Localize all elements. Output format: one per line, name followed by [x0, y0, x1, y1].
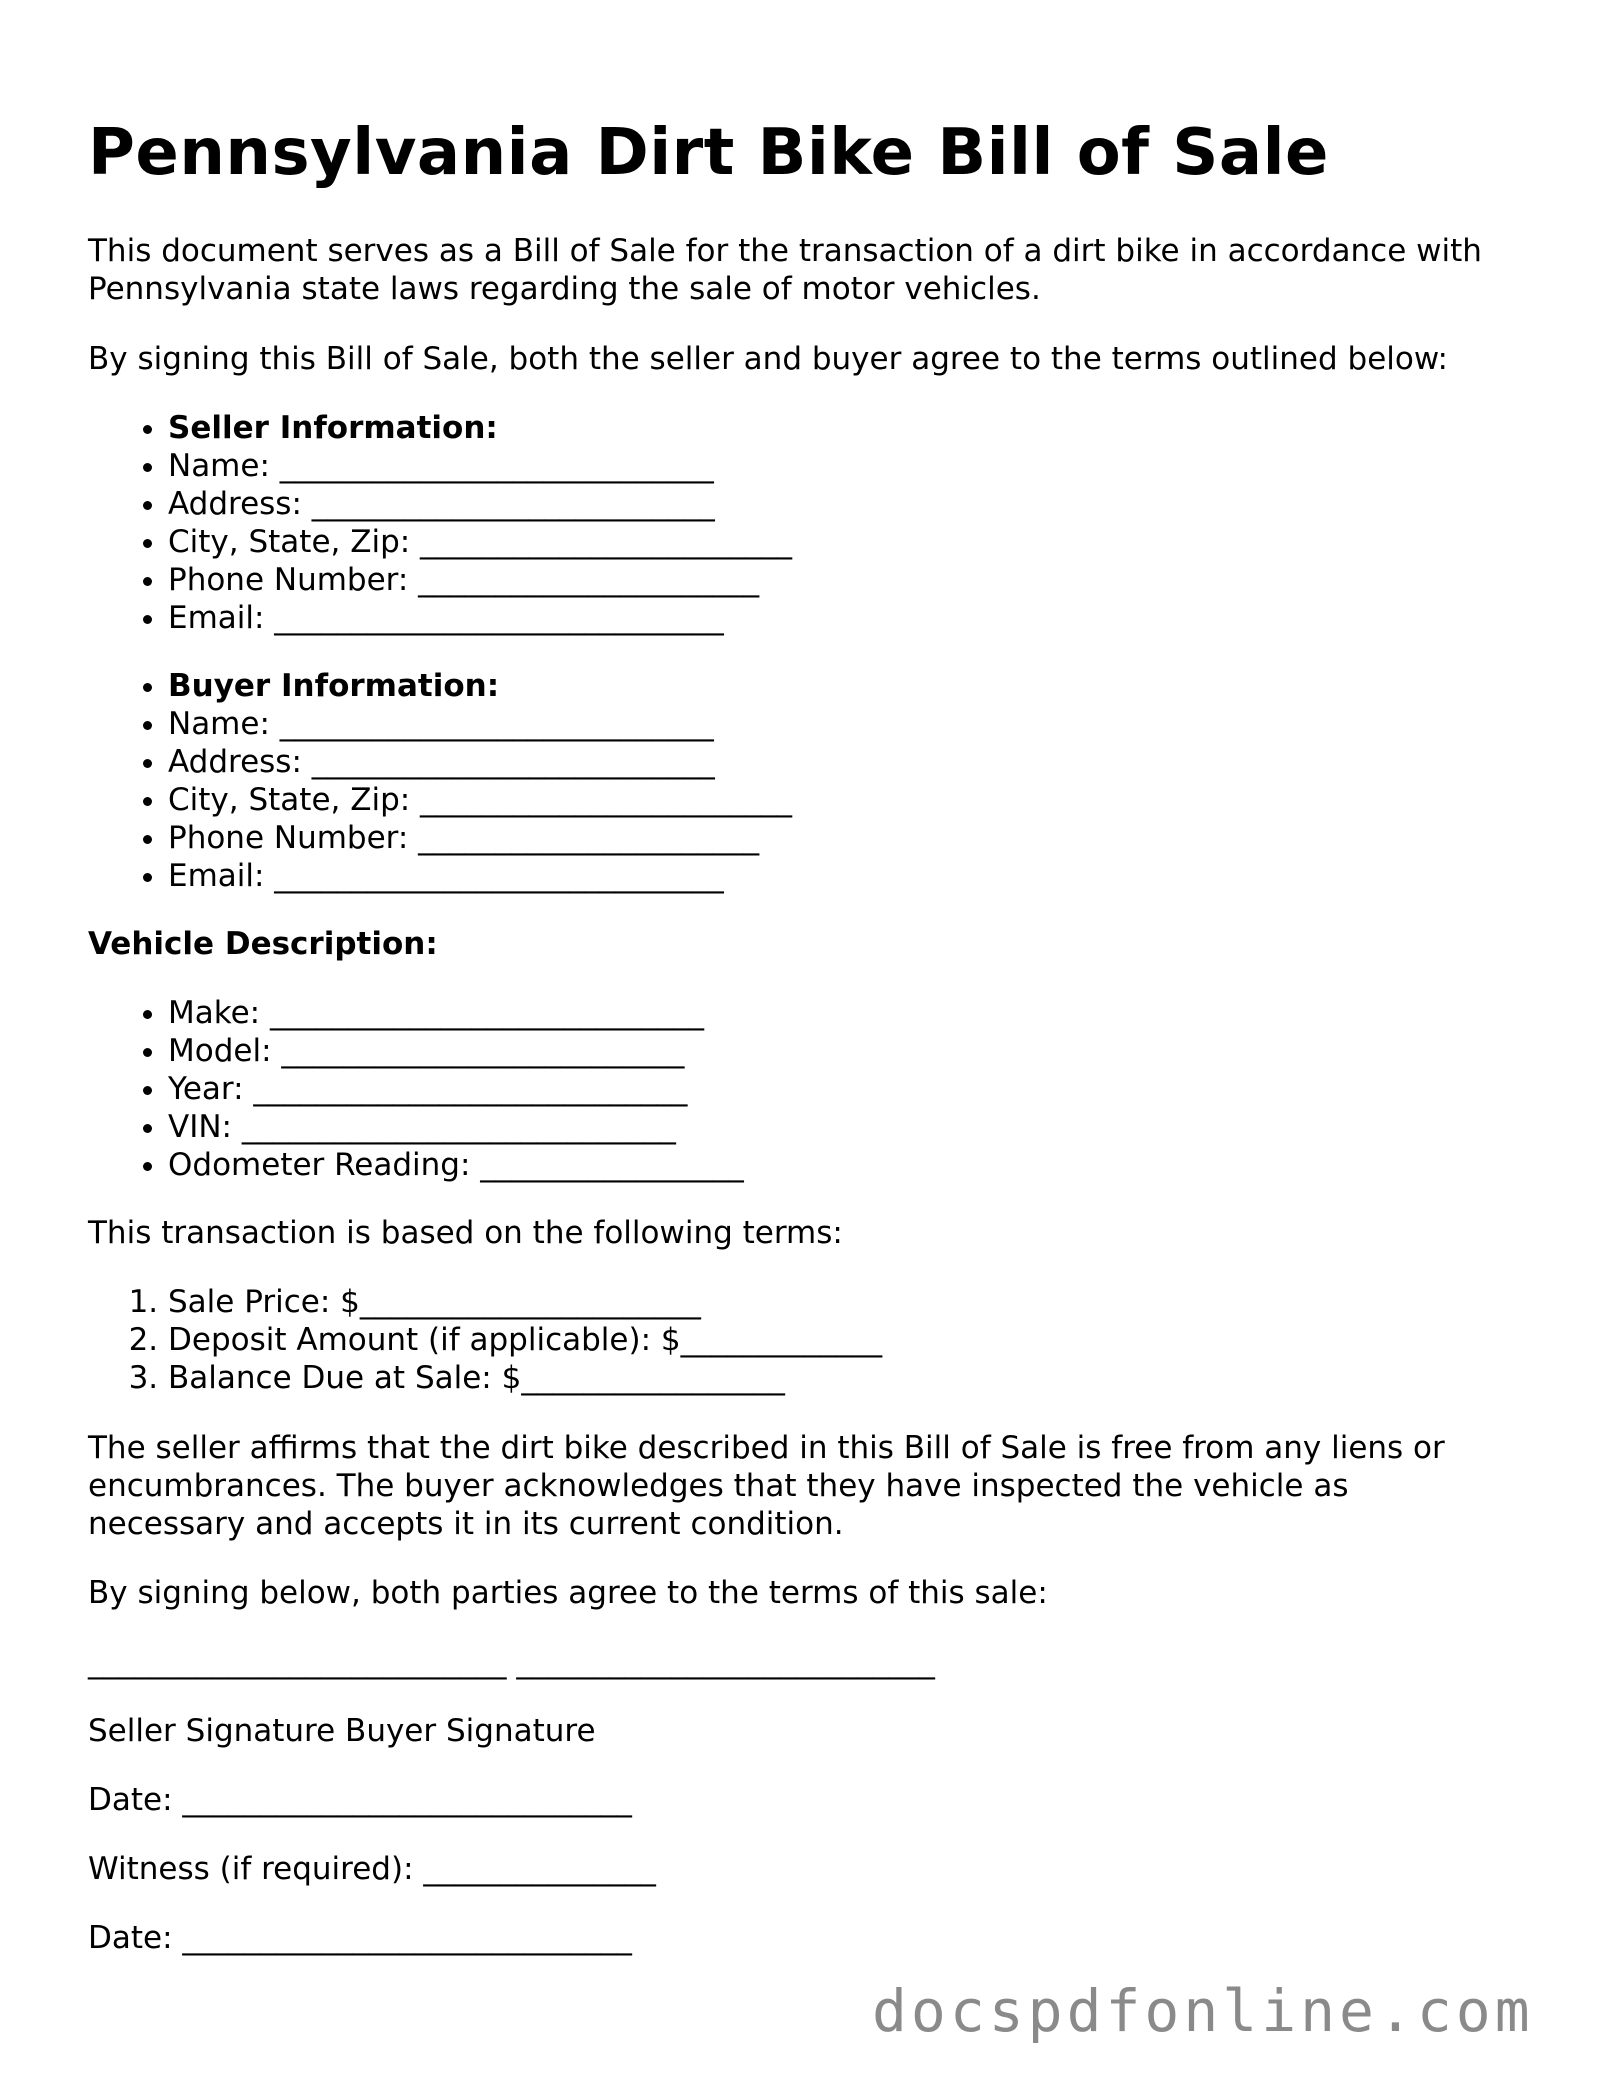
date-field-2: Date: _____________________________: [88, 1920, 632, 1956]
seller-address-field: • Address: __________________________: [168, 485, 792, 523]
deposit-field: 2. Deposit Amount (if applicable): $_____________: [168, 1321, 882, 1359]
date-field-1: Date: _____________________________: [88, 1782, 632, 1818]
vehicle-odometer-field: • Odometer Reading: _________________: [168, 1146, 744, 1184]
balance-field: 3. Balance Due at Sale: $_________________: [168, 1359, 882, 1397]
buyer-info-list: [88, 667, 792, 895]
seller-email-field: • Email: _____________________________: [168, 599, 792, 637]
sale-price-field: 1. Sale Price: $______________________: [168, 1283, 882, 1321]
seller-phone-field: • Phone Number: ______________________: [168, 561, 792, 599]
buyer-city-field: • City, State, Zip: ________________________: [168, 781, 792, 819]
signing-text: By signing below, both parties agree to the terms of this sale:: [88, 1575, 1048, 1611]
terms-intro: This transaction is based on the following terms:: [88, 1215, 843, 1251]
intro-line-2: Pennsylvania state laws regarding the sale of motor vehicles.: [88, 271, 1041, 307]
vehicle-year-field: • Year: ____________________________: [168, 1070, 744, 1108]
affirm-line-1: The seller affirms that the dirt bike described in this Bill of Sale is free from any liens or: [88, 1430, 1445, 1466]
vehicle-heading: Vehicle Description:: [88, 926, 438, 962]
buyer-name-field: • Name: ____________________________: [168, 705, 792, 743]
buyer-phone-field: • Phone Number: ______________________: [168, 819, 792, 857]
vehicle-model-field: • Model: __________________________: [168, 1032, 744, 1070]
vehicle-vin-field: • VIN: ____________________________: [168, 1108, 744, 1146]
seller-heading: • Seller Information:: [168, 409, 792, 447]
seller-info-list: [88, 409, 792, 637]
buyer-heading: • Buyer Information:: [168, 667, 792, 705]
vehicle-info-list: [88, 994, 744, 1184]
watermark: docspdfonline.com: [872, 1977, 1534, 2045]
buyer-email-field: • Email: _____________________________: [168, 857, 792, 895]
affirm-line-3: necessary and accepts it in its current condition.: [88, 1506, 844, 1542]
signature-labels: Seller Signature Buyer Signature: [88, 1713, 596, 1749]
witness-field: Witness (if required): _______________: [88, 1851, 656, 1887]
affirm-line-2: encumbrances. The buyer acknowledges that they have inspected the vehicle as: [88, 1468, 1349, 1504]
terms-list: [88, 1283, 882, 1397]
buyer-address-field: • Address: __________________________: [168, 743, 792, 781]
document-title: Pennsylvania Dirt Bike Bill of Sale: [88, 116, 1329, 190]
seller-name-field: • Name: ____________________________: [168, 447, 792, 485]
vehicle-make-field: • Make: ____________________________: [168, 994, 744, 1032]
seller-city-field: • City, State, Zip: ________________________: [168, 523, 792, 561]
intro-line-1: This document serves as a Bill of Sale for the transaction of a dirt bike in accordance with: [88, 233, 1482, 269]
agree-text: By signing this Bill of Sale, both the seller and buyer agree to the terms outlined below:: [88, 341, 1448, 377]
signature-lines: ___________________________ ___________________________: [88, 1644, 935, 1680]
